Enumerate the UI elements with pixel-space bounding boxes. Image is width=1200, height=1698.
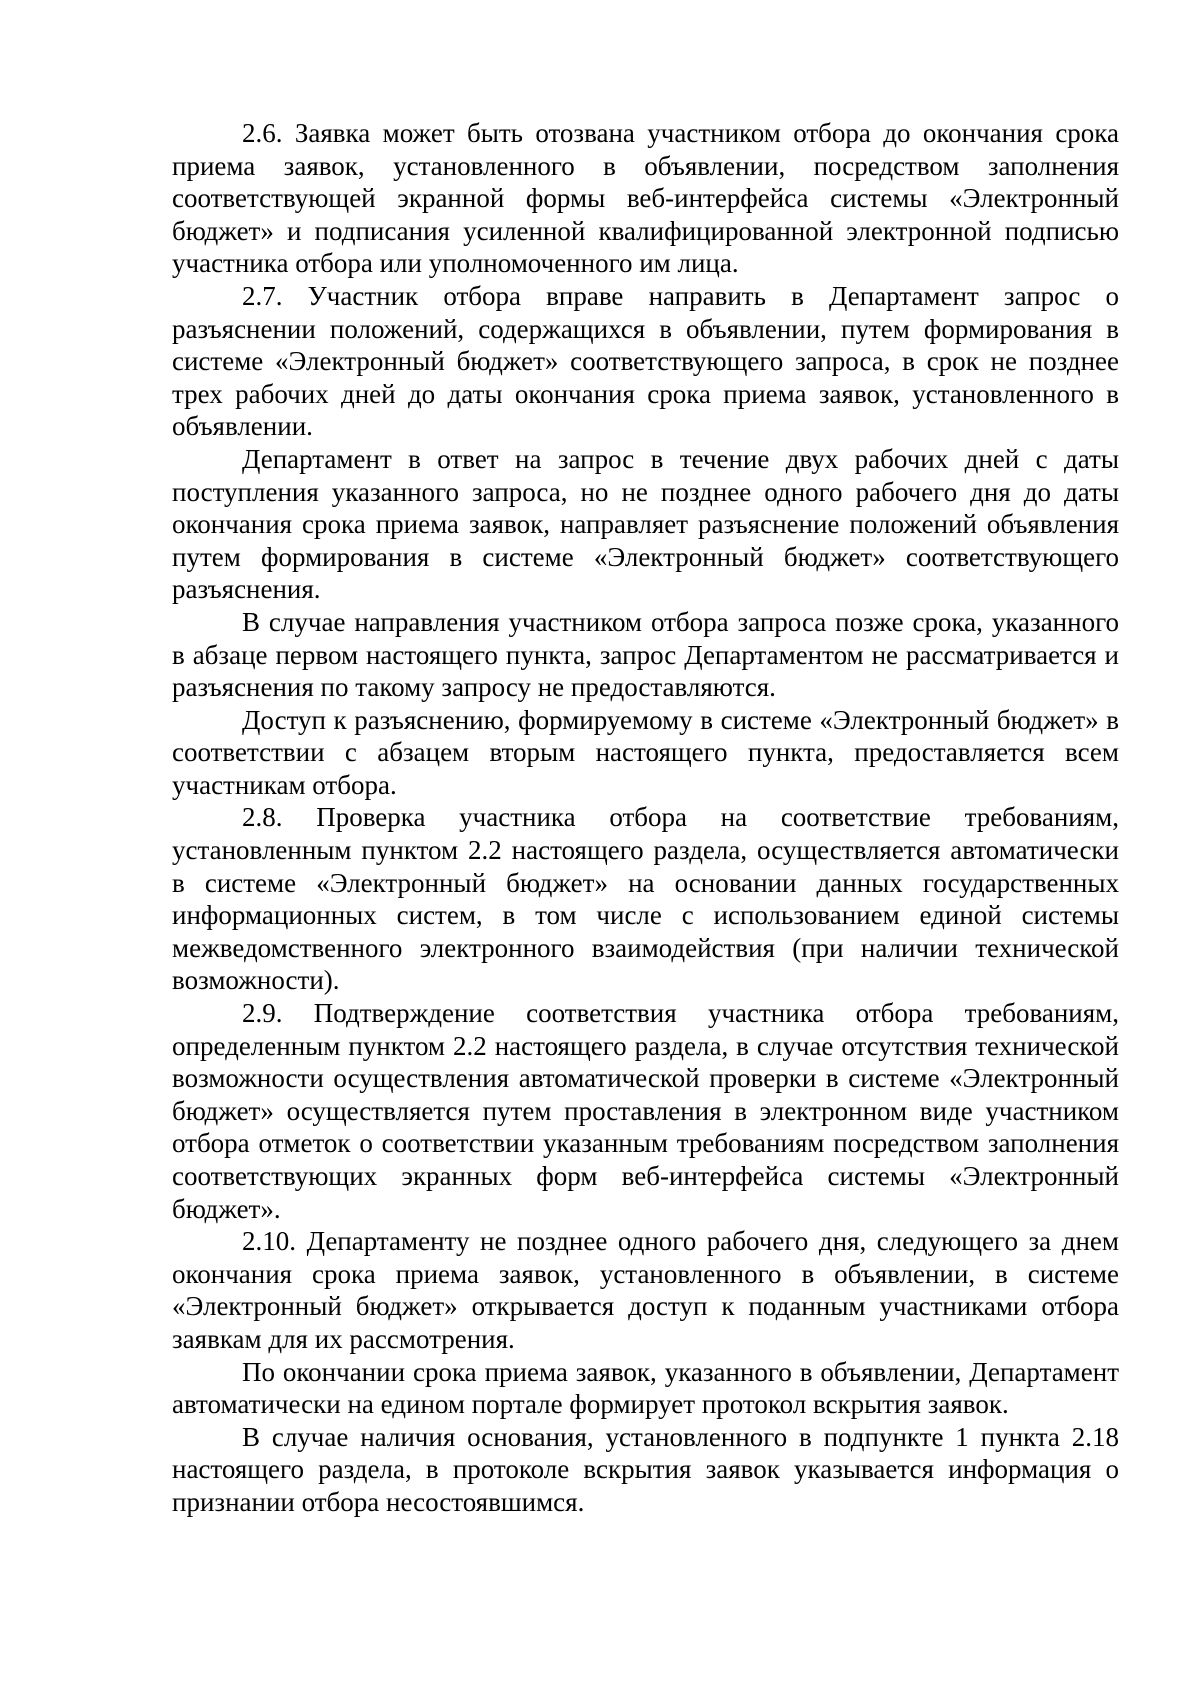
document-body	[172, 117, 1119, 1519]
paragraph-2-10-protocol: По окончании срока приема заявок, указанного в объявлении, Департамент автоматически на едином портале формирует протокол вскрытия заявок.	[172, 1356, 1119, 1420]
paragraph-2-8: 2.8. Проверка участника отбора на соответствие требованиям, установленным пунктом 2.2 настоящего раздела, осуществляется автоматически в системе «Электронный бюджет» на основании данных государственных информационных систем, в том числе с использованием единой системы межведомственного электронного взаимодействия (при наличии технической возможности).	[172, 802, 1119, 996]
paragraph-2-7-access: Доступ к разъяснению, формируемому в системе «Электронный бюджет» в соответствии с абзацем вторым настоящего пункта, предоставляется всем участникам отбора.	[172, 704, 1119, 800]
paragraph-2-9: 2.9. Подтверждение соответствия участника отбора требованиям, определенным пунктом 2.2 настоящего раздела, в случае отсутствия технической возможности осуществления автоматической проверки в системе «Электронный бюджет» осуществляется путем проставления в электронном виде участником отбора отметок о соответствии указанным требованиям посредством заполнения соответствующих экранных форм веб-интерфейса системы «Электронный бюджет».	[172, 998, 1119, 1224]
paragraph-2-7: 2.7. Участник отбора вправе направить в Департамент запрос о разъяснении положений, содержащихся в объявлении, путем формирования в системе «Электронный бюджет» соответствующего запроса, в срок не позднее трех рабочих дней до даты окончания срока приема заявок, установленного в объявлении.	[172, 280, 1119, 442]
paragraph-2-7-late-request: В случае направления участником отбора запроса позже срока, указанного в абзаце первом настоящего пункта, запрос Департаментом не рассматривается и разъяснения по такому запросу не предоставляются.	[172, 606, 1119, 703]
paragraph-2-10-failed-selection: В случае наличия основания, установленного в подпункте 1 пункта 2.18 настоящего раздела, в протоколе вскрытия заявок указывается информация о признании отбора несостоявшимся.	[172, 1421, 1119, 1517]
paragraph-2-7-response: Департамент в ответ на запрос в течение двух рабочих дней с даты поступления указанного запроса, но не позднее одного рабочего дня до даты окончания срока приема заявок, направляет разъяснение положений объявления путем формирования в системе «Электронный бюджет» соответствующего разъяснения.	[172, 443, 1119, 605]
paragraph-2-10: 2.10. Департаменту не позднее одного рабочего дня, следующего за днем окончания срока приема заявок, установленного в объявлении, в системе «Электронный бюджет» открывается доступ к поданным участниками отбора заявкам для их рассмотрения.	[172, 1226, 1119, 1354]
paragraph-2-6: 2.6. Заявка может быть отозвана участником отбора до окончания срока приема заявок, установленного в объявлении, посредством заполнения соответствующей экранной формы веб-интерфейса системы «Электронный бюджет» и подписания усиленной квалифицированной электронной подписью участника отбора или уполномоченного им лица.	[172, 118, 1119, 279]
